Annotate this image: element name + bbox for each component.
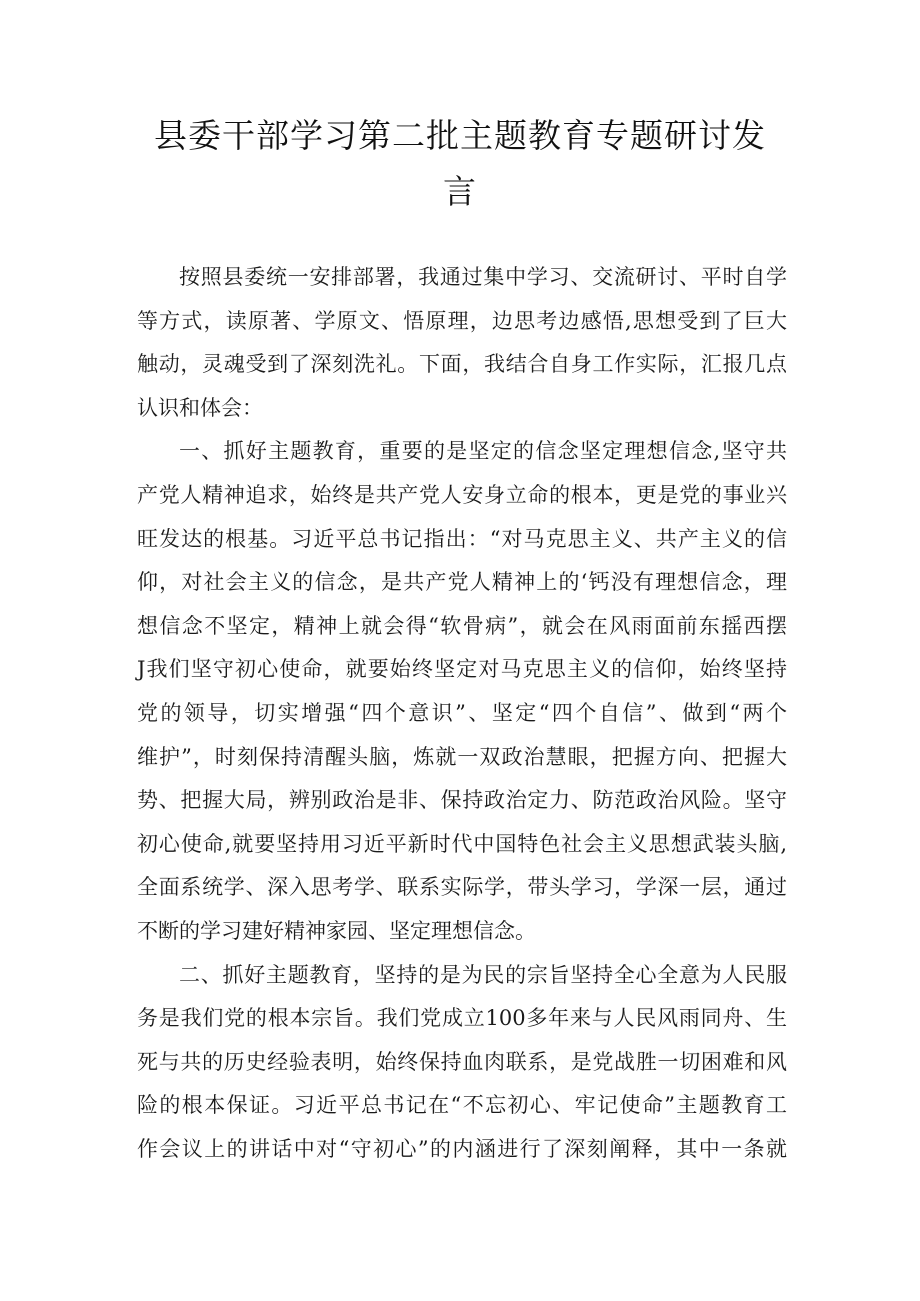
text-line: 维护”，时刻保持清醒头脑，炼就一双政治慧眼，把握方向、把握大	[137, 744, 787, 769]
text-line: 险的根本保证。习近平总书记在“不忘初心、牢记使命”主题教育工	[137, 1093, 787, 1118]
title-line: 言	[443, 172, 477, 211]
paragraph-intro	[137, 256, 787, 430]
document-title	[140, 108, 780, 220]
paragraph-section-two	[137, 954, 787, 1172]
text-line: 全面系统学、深入思考学、联系实际学，带头学习，学深一层，通过	[137, 875, 787, 900]
text-line: 作会议上的讲话中对“守初心”的内涵进行了深刻阐释，其中一条就	[137, 1136, 787, 1161]
text-line: 想信念不坚定，精神上就会得“软骨病”，就会在风雨面前东摇西摆	[137, 613, 787, 638]
text-line: 不断的学习建好精神家园、坚定理想信念。	[137, 918, 536, 943]
text-line: 死与共的历史经验表明，始终保持血肉联系，是党战胜一切困难和风	[137, 1049, 787, 1074]
text-line: 等方式，读原著、学原文、悟原理，边思考边感悟,思想受到了巨大	[137, 308, 787, 333]
text-line: 认识和体会：	[137, 395, 263, 420]
text-line: 党的领导，切实增强“四个意识”、坚定“四个自信”、做到“两个	[137, 700, 787, 725]
text-line: 务是我们党的根本宗旨。我们党成立100多年来与人民风雨同舟、生	[137, 1006, 787, 1031]
text-line: 按照县委统一安排部署，我通过集中学习、交流研讨、平时自学	[179, 265, 787, 289]
text-line: 仰，对社会主义的信念，是共产党人精神上的‘钙没有理想信念，理	[137, 570, 787, 595]
document-body	[137, 256, 787, 1171]
text-line: 一、抓好主题教育，重要的是坚定的信念坚定理想信念,坚守共	[179, 439, 787, 464]
text-line: 产党人精神追求，始终是共产党人安身立命的根本，更是党的事业兴	[137, 482, 787, 507]
paragraph-section-one	[137, 430, 787, 953]
text-line: J我们坚守初心使命，就要始终坚定对马克思主义的信仰，始终坚持	[137, 657, 787, 682]
text-line: 触动，灵魂受到了深刻洗礼。下面，我结合自身工作实际，汇报几点	[137, 352, 787, 377]
text-line: 旺发达的根基。习近平总书记指出：“对马克思主义、共产主义的信	[137, 526, 787, 551]
text-line: 势、把握大局，辨别政治是非、保持政治定力、防范政治风险。坚守	[137, 788, 787, 813]
text-line: 二、抓好主题教育，坚持的是为民的宗旨坚持全心全意为人民服	[179, 962, 787, 987]
text-line: 初心使命,就要坚持用习近平新时代中国特色社会主义思想武装头脑,	[137, 831, 787, 856]
title-line: 县委干部学习第二批主题教育专题研讨发	[154, 116, 766, 155]
